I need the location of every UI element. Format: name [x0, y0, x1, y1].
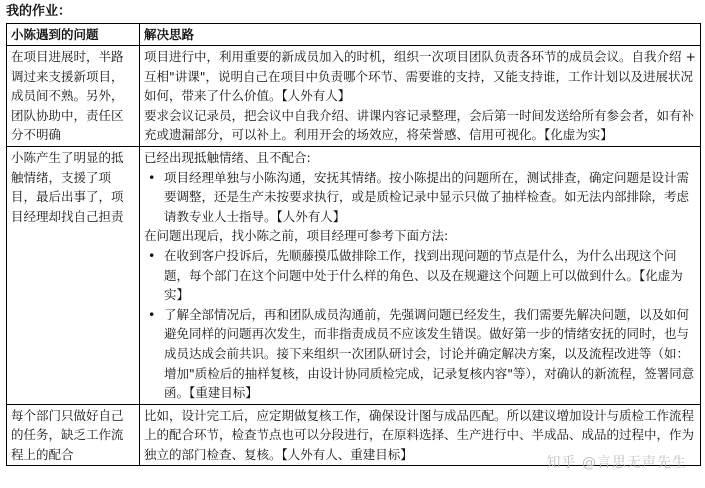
- table-row: [7, 146, 701, 404]
- bullet-text: 了解全部情况后，再和团队成员沟通前，先强调问题已经发生，我们需要先解决问题，以及如何避免同样的问题再次发生，而非指责成员不应该发生错误。做好第一步的情绪安抚的同时，也与成员达成会前共识。接下来组织一次团队研讨会，讨论并确定解决方案，以及流程改进等（如：增加"质检后的抽样复核，由设计协同质检完成，记录复核内容"等），对确认的新流程，签署同意函。【重建目标】: [164, 306, 695, 401]
- problem-cell: 小陈产生了明显的抵触情绪，支援了项目，最后出事了，项目经理却找自己担责: [7, 146, 140, 404]
- watermark: 知乎 @言思无声先生: [546, 455, 687, 471]
- header-problem: 小陈遇到的问题: [7, 24, 140, 46]
- solution-mid: 在问题出现后，找小陈之前，项目经理可参考下面方法:: [144, 228, 449, 244]
- solution-paragraph: 项目进行中，利用重要的新成员加入的时机，组织一次项目团队负责各环节的成员会议。自我介绍 + 互相"讲课"，说明自己在项目中负责哪个环节、需要谁的支持，又能支持谁，工作计划以及进展状况如何，带来了什么价值。【人外有人】: [144, 49, 696, 104]
- bullet-list: [144, 168, 697, 227]
- problem-cell: 每个部门只做好自己的任务，缺乏工作流程上的配合: [7, 404, 140, 466]
- bullet-text: 在收到客户投诉后，先顺藤摸瓜做排除工作，找到出现问题的节点是什么，为什么出现这个问题，每个部门在这个问题中处于什么样的角色、以及在规避这个问题上可以做到什么。【化虚为实】: [164, 247, 683, 303]
- page-heading: 我的作业：: [6, 4, 72, 19]
- bullet-item: [144, 305, 697, 403]
- bullet-icon: •: [148, 169, 156, 185]
- bullet-icon: •: [148, 247, 156, 263]
- problem-cell: 在项目进展时，半路调过来支援新项目，成员间不熟。另外，团队协助中，责任区分不明确: [7, 46, 140, 147]
- solution-paragraph: 比如，设计完工后，应定期做复核工作，确保设计图与成品匹配。所以建议增加设计与质检工作流程上的配合环节，检查节点也可以分段进行，在原料选择、生产进行中、半成品、成品的过程中，作为独立的部门检查、复核。【人外有人、重建目标】: [144, 407, 695, 462]
- solution-cell: [140, 46, 701, 147]
- header-solution: 解决思路: [140, 24, 701, 46]
- table-row: [7, 46, 701, 147]
- bullet-text: 项目经理单独与小陈沟通，安抚其情绪。按小陈提出的问题所在，测试排查，确定问题是设计需要调整，还是生产未按要求执行，或是质检记录中显示只做了抽样检查。如无法内部排除，考虑请教专业人士指导。【人外有人】: [164, 169, 690, 224]
- bullet-list: [144, 246, 697, 403]
- solution-paragraph: 要求会议记录员，把会议中自我介绍、讲课内容记录整理，会后第一时间发送给所有参会者，如有补充或遗漏部分，可以补上。利用开会的场效应，将荣誉感、信用可视化。【化虚为实】: [144, 107, 695, 143]
- solution-cell: [140, 146, 701, 404]
- table-header-row: [7, 24, 701, 46]
- bullet-item: [144, 168, 697, 227]
- bullet-item: [144, 246, 697, 305]
- bullet-icon: •: [148, 306, 156, 322]
- homework-table: [6, 23, 701, 466]
- solution-intro: 已经出现抵触情绪、且不配合:: [144, 149, 311, 165]
